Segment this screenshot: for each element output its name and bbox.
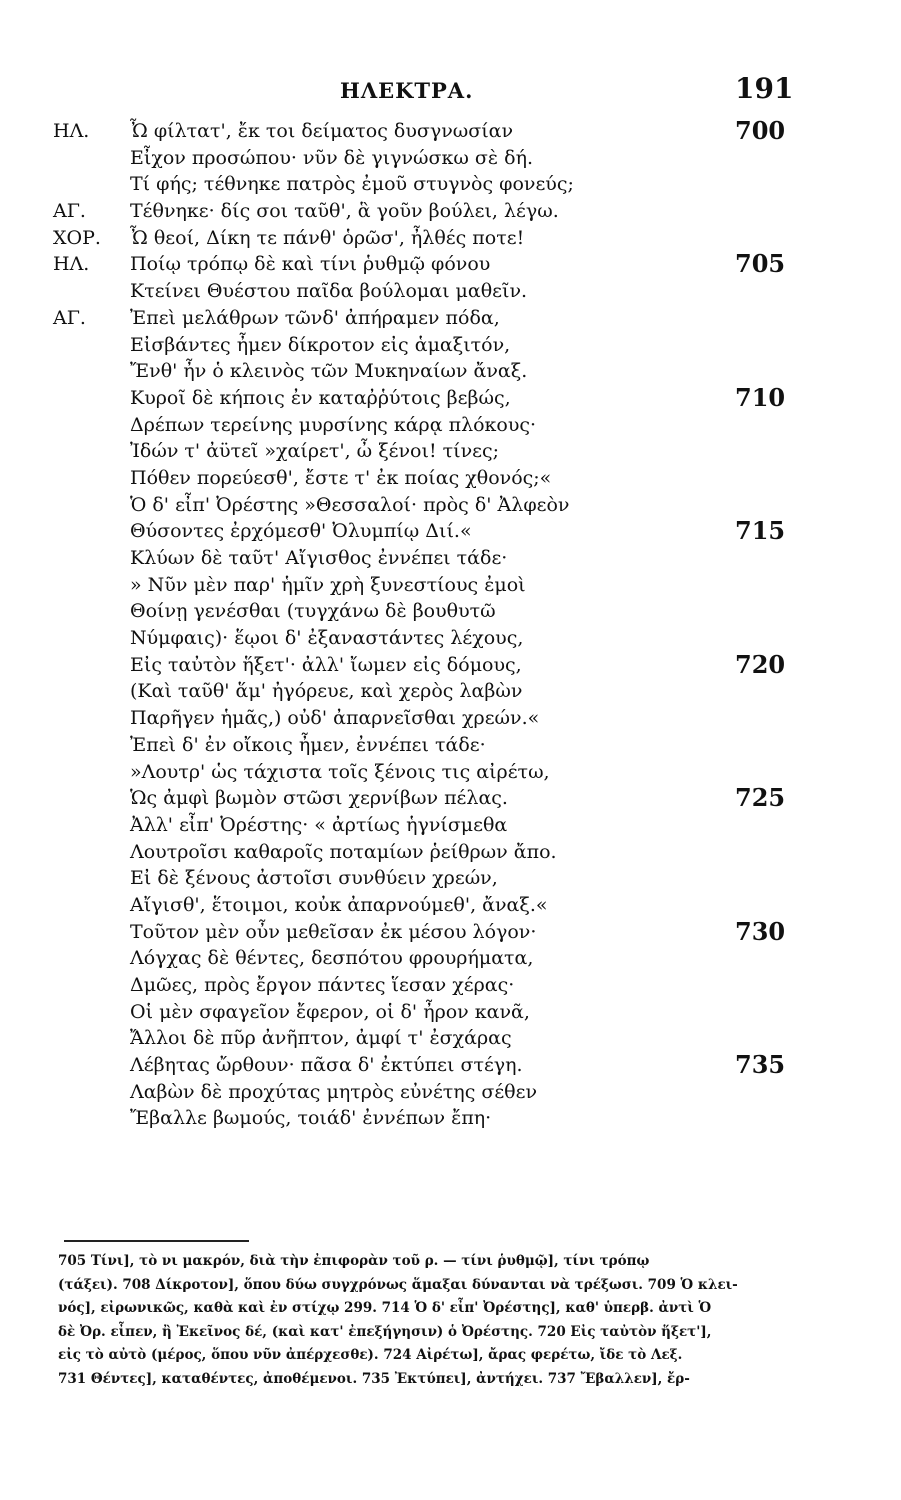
verse-text-line: Δμῶες, πρὸς ἔργον πάντες ἵεσαν χέρας· xyxy=(130,974,515,996)
verse-text-line: Κτείνει Θυέστου παῖδα βούλομαι μαθεῖν. xyxy=(130,280,528,303)
speaker-label: ΑΓ. xyxy=(53,200,86,223)
verse-text-line: Κλύων δὲ ταῦτ' Αἴγισθος ἐννέπει τάδε· xyxy=(130,547,508,569)
speaker-label: ΑΓ. xyxy=(53,306,86,329)
verse-text-line: Ἐπεὶ μελάθρων τῶνδ' ἀπήραμεν πόδα, xyxy=(130,306,500,329)
verse-text-line: » Νῦν μὲν παρ' ἡμῖν χρὴ ξυνεστίους ἐμοὶ xyxy=(130,573,526,596)
verse-line xyxy=(0,649,901,679)
verse-text-line: Ἔβαλλε βωμούς, τοιάδ' ἐννέπων ἔπη· xyxy=(130,1107,492,1130)
verse-text-line: Λουτροῖσι καθαροῖς ποταμίων ῥείθρων ἄπο. xyxy=(130,840,557,863)
verse-text-line: Λαβὼν δὲ προχύτας μητρὸς εὐνέτης σέθεν xyxy=(130,1080,538,1103)
verse-line xyxy=(0,545,901,572)
line-number: 725 xyxy=(735,783,786,813)
verse-line xyxy=(0,732,901,759)
verse-line xyxy=(0,1079,901,1106)
verse-line xyxy=(0,839,901,866)
verse-text-line: Τί φής; τέθνηκε πατρὸς ἐμοῦ στυγνὸς φονεύς; xyxy=(130,173,574,196)
verse-text-line: Ἰδών τ' ἀϋτεῖ »χαίρετ', ὦ ξένοι! τίνες; xyxy=(130,440,500,463)
verse-text-line: Ἀλλ' εἶπ' Ὀρέστης· « ἀρτίως ἡγνίσμεθα xyxy=(130,813,508,836)
verse-line xyxy=(0,572,901,599)
verse-line xyxy=(0,785,901,812)
footnote-divider xyxy=(64,1240,249,1242)
verse-text-line: Εἶχον προσώπου· νῦν δὲ γιγνώσκω σὲ δή. xyxy=(130,146,533,169)
page-number: 191 xyxy=(735,72,794,105)
running-title: ΗΛΕΚΤΡΑ. xyxy=(340,78,474,103)
verse-text-line: »Λουτρ' ὡς τάχιστα τοῖς ξένοις τις αἰρέτω, xyxy=(130,760,550,783)
verse-line xyxy=(0,198,901,225)
speaker-label: ΧΟΡ. xyxy=(53,226,101,249)
verse-text-line: Ὁ δ' εἶπ' Ὀρέστης »Θεσσαλοί· πρὸς δ' Ἀλφεὸν xyxy=(130,493,570,516)
verse-line xyxy=(0,865,901,892)
footnote-line: 731 Θέντες], καταθέντες, ἀποθέμενοι. 735 Ἐκτύπει], ἀντήχει. 737 Ἔβαλλεν], ἔρ- xyxy=(58,1370,690,1387)
verse-line xyxy=(0,812,901,839)
footnote-line: 705 Τίνι], τὸ νι μακρόν, διὰ τὴν ἐπιφορὰν τοῦ ρ. — τίνι ῥυθμῷ], τίνι τρόπῳ xyxy=(58,1253,650,1269)
page-header xyxy=(0,70,901,114)
footnote-line: (τάξει). 708 Δίκροτον], ὅπου δύω συγχρόνως ἅμαξαι δύνανται νὰ τρέξωσι. 709 Ὁ κλει- xyxy=(58,1276,738,1293)
verse-text-line: Θύσοντες ἐρχόμεσθ' Ὀλυμπίῳ Διί.« xyxy=(130,520,472,543)
verse-line xyxy=(0,759,901,786)
line-number: 720 xyxy=(735,649,786,679)
verse-line xyxy=(0,465,901,492)
footnote-line: δὲ Ὀρ. εἶπεν, ἢ Ἐκεῖνος δέ, (καὶ κατ' ἐπεξήγησιν) ὁ Ὀρέστης. 720 Εἰς ταὐτὸν ἥξετ'], xyxy=(58,1323,712,1340)
verse-text-line: Ὡς ἀμφὶ βωμὸν στῶσι χερνίβων πέλας. xyxy=(130,787,508,810)
footnotes xyxy=(58,1250,788,1391)
verse-text-line: Αἴγισθ', ἕτοιμοι, κοὐκ ἀπαρνούμεθ', ἄναξ.« xyxy=(130,893,548,916)
verse-text-line: Δρέπων τερείνης μυρσίνης κάρᾳ πλόκους· xyxy=(130,413,537,436)
footnote-line: εἰς τὸ αὐτὸ (μέρος, ὅπου νῦν ἀπέρχεσθε). 724 Αἰρέτω], ἄρας φερέτω, ἴδε τὸ Λεξ. xyxy=(58,1347,683,1363)
line-number: 730 xyxy=(735,916,786,946)
verse-line xyxy=(0,892,901,919)
verse-line xyxy=(0,145,901,172)
verse-line xyxy=(0,358,901,385)
verse-text-line: Πόθεν πορεύεσθ', ἔστε τ' ἐκ ποίας χθονός;« xyxy=(130,466,552,489)
verse-line xyxy=(0,332,901,359)
line-number: 705 xyxy=(735,249,786,279)
verse-text-line: Κυροῖ δὲ κήποις ἐν καταῤῥύτοις βεβώς, xyxy=(130,386,511,409)
verse-line xyxy=(0,972,901,999)
verse-line xyxy=(0,1025,901,1052)
verse-text-line: Ὦ φίλτατ', ἔκ τοι δείματος δυσγνωσίαν xyxy=(130,120,514,142)
verse-text-line: Εἰ δὲ ξένους ἀστοῖσι συνθύειν χρεών, xyxy=(130,867,498,890)
verse-line xyxy=(0,625,901,652)
verse-line xyxy=(0,705,901,732)
verse-line xyxy=(0,382,901,412)
verse-text-line: Ἄλλοι δὲ πῦρ ἀνῆπτον, ἀμφί τ' ἐσχάρας xyxy=(130,1027,512,1050)
line-number: 715 xyxy=(735,516,786,546)
verse-text-line: Θοίνῃ γενέσθαι (τυγχάνω δὲ βουθυτῶ xyxy=(130,600,496,623)
verse-line xyxy=(0,945,901,972)
verse-text-line: Λέβητας ὤρθουν· πᾶσα δ' ἐκτύπει στέγη. xyxy=(130,1054,523,1077)
verse-text-line: Εἰς ταὐτὸν ἥξετ'· ἀλλ' ἴωμεν εἰς δόμους, xyxy=(130,653,522,676)
verse-text-line: Οἱ μὲν σφαγεῖον ἔφερον, οἱ δ' ἦρον κανᾶ, xyxy=(130,1000,530,1023)
verse-line xyxy=(0,278,901,305)
verse-line xyxy=(0,999,901,1026)
line-number: 710 xyxy=(735,382,786,412)
verse-text-line: Ἔνθ' ἦν ὁ κλεινὸς τῶν Μυκηναίων ἄναξ. xyxy=(130,360,528,383)
verse-text-line: Τέθνηκε· δίς σοι ταῦθ', ἃ γοῦν βούλει, λέγω. xyxy=(130,200,559,223)
line-number: 700 xyxy=(735,116,786,145)
verse-line xyxy=(0,916,901,946)
speaker-label: ΗΛ. xyxy=(53,253,90,276)
verse-text-line: Τοῦτον μὲν οὖν μεθεῖσαν ἐκ μέσου λόγον· xyxy=(130,920,537,943)
verse-line xyxy=(0,678,901,705)
verse-line xyxy=(0,171,901,198)
verse-text-line: Λόγχας δὲ θέντες, δεσπότου φρουρήματα, xyxy=(130,947,534,970)
speaker-label: ΗΛ. xyxy=(53,120,90,142)
line-number: 735 xyxy=(735,1050,786,1080)
verse-line xyxy=(0,251,901,278)
verse-line xyxy=(0,1105,901,1132)
verse-text-line: Ἐπεὶ δ' ἐν οἴκοις ἦμεν, ἐννέπει τάδε· xyxy=(130,733,486,756)
verse-text-line: Νύμφαις)· ἕῳοι δ' ἐξαναστάντες λέχους, xyxy=(130,627,524,650)
verse-text-line: Εἰσβάντες ἦμεν δίκροτον εἰς ἁμαξιτόν, xyxy=(130,333,511,356)
verse-line xyxy=(0,518,901,545)
verse-line xyxy=(0,1052,901,1079)
verse-text-line: Ὦ θεοί, Δίκη τε πάνθ' ὁρῶσ', ἦλθές ποτε! xyxy=(130,226,525,249)
verse-line xyxy=(0,412,901,439)
verse-line xyxy=(0,225,901,252)
verse-text-line: (Καὶ ταῦθ' ἅμ' ἠγόρευε, καὶ χερὸς λαβὼν xyxy=(130,680,523,703)
verse-line xyxy=(0,438,901,465)
verse-text xyxy=(0,118,901,1132)
verse-text-line: Παρῆγεν ἡμᾶς,) οὐδ' ἀπαρνεῖσθαι χρεών.« xyxy=(130,707,540,730)
verse-line xyxy=(0,598,901,625)
verse-line xyxy=(0,118,901,145)
verse-text-line: Ποίῳ τρόπῳ δὲ καὶ τίνι ῥυθμῷ φόνου xyxy=(130,253,491,276)
verse-line xyxy=(0,492,901,519)
verse-line xyxy=(0,305,901,332)
footnote-line: νός], εἰρωνικῶς, καθὰ καὶ ἐν στίχῳ 299. 714 Ὁ δ' εἶπ' Ὀρέστης], καθ' ὑπερβ. ἀντὶ Ὁ xyxy=(58,1300,712,1316)
